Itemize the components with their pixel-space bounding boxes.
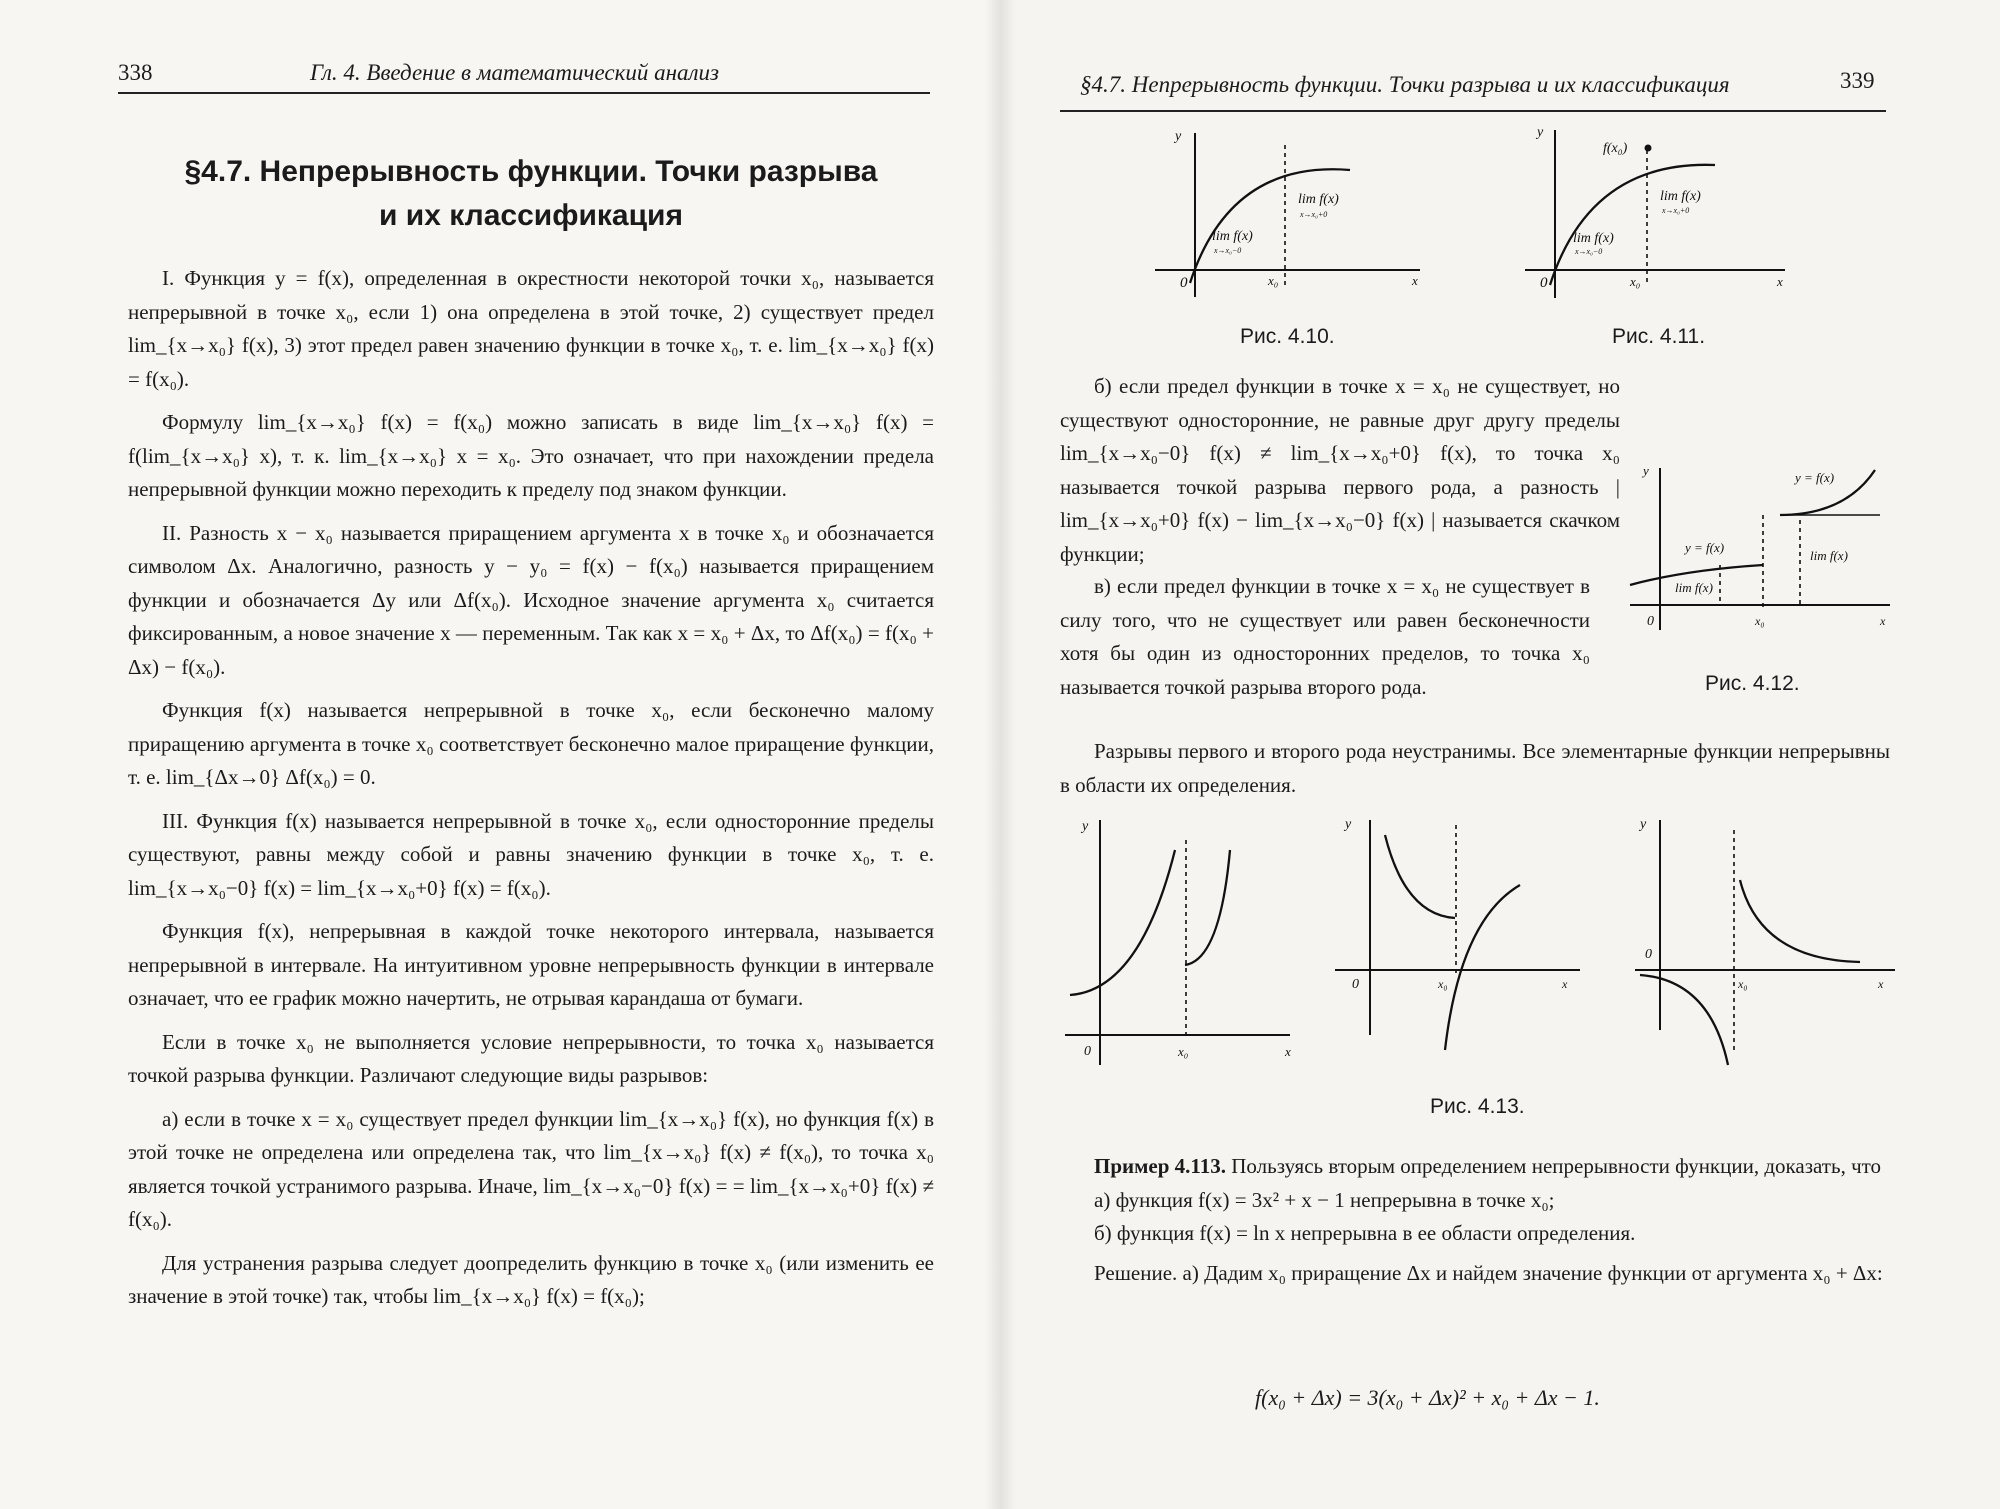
f-x0-label: f(x₀) bbox=[1603, 141, 1628, 156]
paragraph-definition-1: I. Функция y = f(x), определенная в окрестности некоторой точки x₀, называется непрерывной в точке x₀, если 1) она определена в этой точке, 2) существует предел lim_{x→x₀} f(x), 3) этот предел равен значению функции в точке x₀, т. е. lim_{x→x₀} f(x) = f(x₀). bbox=[128, 266, 934, 391]
right-branch-label: y = f(x) bbox=[1795, 470, 1835, 485]
graph-3 bbox=[1635, 817, 1895, 1065]
figure-4-13 bbox=[1060, 800, 1900, 1070]
x0-label: x₀ bbox=[1178, 1044, 1189, 1059]
x-axis-label: x bbox=[1878, 977, 1884, 991]
y-axis-label: y bbox=[1640, 817, 1647, 832]
upper-branch bbox=[1740, 880, 1860, 962]
right-page-number: 339 bbox=[1840, 68, 1875, 93]
x0-label: x₀ bbox=[1755, 614, 1765, 628]
x-axis-label: x bbox=[1777, 274, 1783, 289]
example-solution: Решение. а) Дадим x₀ приращение Δx и найдем значение функции от аргумента x₀ + Δx: bbox=[1094, 1260, 1883, 1285]
right-running-head: §4.7. Непрерывность функции. Точки разрыва и их классификация bbox=[1080, 72, 1730, 97]
paragraph-first-kind: б) если предел функции в точке x = x₀ не существует, но существуют односторонние, не равные друг другу пределы lim_{x→x₀−0} f(x) ≠ lim_{x→x₀+0} f(x), то точка x₀ называется точкой разрыва первого рода, а разность | lim_{x→x₀+0} f(x) − lim_{x→x₀−0} f(x) | называется скачком функции; bbox=[1060, 374, 1620, 566]
graph-1 bbox=[1065, 819, 1291, 1065]
y-axis-label: y bbox=[1175, 129, 1182, 144]
example-text: Пользуясь вторым определением непрерывности функции, доказать, что bbox=[1231, 1154, 1882, 1178]
origin-label: 0 bbox=[1645, 947, 1652, 962]
origin-label: 0 bbox=[1352, 977, 1359, 992]
x0-label: x₀ bbox=[1268, 273, 1279, 288]
x-axis-label: x bbox=[1285, 1044, 1291, 1059]
y-axis-label: y bbox=[1345, 817, 1352, 832]
right-limit-sub: x→x₀+0 bbox=[1662, 206, 1690, 215]
figure-4-10 bbox=[1150, 125, 1430, 305]
figure-4-12 bbox=[1625, 460, 1900, 660]
x-axis-label: x bbox=[1880, 614, 1886, 628]
example-block bbox=[1060, 1150, 1890, 1290]
right-limit-label: lim f(x) bbox=[1298, 192, 1339, 207]
left-limit-label: lim f(x) bbox=[1212, 229, 1253, 244]
function-curve bbox=[1550, 165, 1715, 285]
x0-label: x₀ bbox=[1738, 977, 1748, 991]
left-header-rule bbox=[118, 92, 930, 94]
left-limit-sub: x→x₀−0 bbox=[1214, 246, 1242, 255]
figure-4-11 bbox=[1515, 120, 1795, 305]
x-axis-label: x bbox=[1562, 977, 1568, 991]
origin-label: 0 bbox=[1540, 275, 1548, 291]
paragraph-definition-3: III. Функция f(x) называется непрерывной в точке x₀, если односторонние пределы существуют, равны между собой и равны значению функции в точке x₀, т. е. lim_{x→x₀−0} f(x) = lim_{x→x₀+0} f(x) = f(x₀). bbox=[128, 808, 934, 900]
paragraph-formula-rewrite: Формулу lim_{x→x₀} f(x) = f(x₀) можно записать в виде lim_{x→x₀} f(x) = f(lim_{x→x₀} x), т. к. lim_{x→x₀} x = x₀. Это означает, что при нахождении предела непрерывной функции можно переходить к пределу под знаком функции. bbox=[128, 410, 934, 501]
right-limit-label: lim f(x) bbox=[1660, 189, 1701, 204]
left-page-number: 338 bbox=[118, 60, 153, 85]
paragraph-definition-2: Функция f(x) называется непрерывной в точке x₀, если бесконечно малому приращению аргумента в точке x₀ соответствует бесконечно малое приращение функции, т. е. lim_{Δx→0} Δf(x₀) = 0. bbox=[128, 698, 934, 789]
graph-2 bbox=[1335, 817, 1580, 1050]
left-running-head: Гл. 4. Введение в математический анализ bbox=[310, 60, 720, 85]
caption-4-11: Рис. 4.11. bbox=[1612, 325, 1706, 348]
paragraph-interval: Функция f(x), непрерывная в каждой точке некоторого интервала, называется непрерывной в интервале. На интуитивном уровне непрерывность функции в интервале означает, что ее график можно начертить, не отрывая карандаша от бумаги. bbox=[128, 919, 934, 1010]
section-title-line-1: §4.7. Непрерывность функции. Точки разрыва bbox=[184, 155, 878, 188]
y-axis-label: y bbox=[1082, 819, 1089, 834]
isolated-point bbox=[1645, 145, 1652, 152]
paragraph-increment: II. Разность x − x₀ называется приращением аргумента x в точке x₀ и обозначается символом Δx. Аналогично, разность y − y₀ = f(x) − f(x₀) называется приращением функции и обозначается Δy или Δf(x₀). Исходное значение аргумента x₀ считается фиксированным, а новое значение x — переменным. Так как x = x₀ + Δx, то Δf(x₀) = f(x₀ + Δx) − f(x₀). bbox=[128, 520, 934, 679]
example-item-b: б) функция f(x) = ln x непрерывна в ее области определения. bbox=[1094, 1221, 1636, 1245]
right-limit-sub: x→x₀+0 bbox=[1300, 210, 1328, 219]
section-title-line-2: и их классификация bbox=[379, 199, 683, 232]
right-branch bbox=[1185, 850, 1230, 965]
paragraph-discontinuity: Если в точке x₀ не выполняется условие непрерывности, то точка x₀ называется точкой разрыва функции. Различают следующие виды разрывов: bbox=[128, 1029, 934, 1087]
right-header-rule bbox=[1060, 110, 1886, 112]
right-branch bbox=[1445, 885, 1520, 1050]
paragraph-removable: а) если в точке x = x₀ существует предел функции lim_{x→x₀} f(x), но функция f(x) в этой точке не определена или определена так, что lim_{x→x₀} f(x) ≠ f(x₀), то точка x₀ является точкой устранимого разрыва. Иначе, lim_{x→x₀−0} f(x) = = lim_{x→x₀+0} f(x) ≠ f(x₀). bbox=[128, 1106, 934, 1231]
right-column-part-2 bbox=[1060, 570, 1590, 704]
x0-label: x₀ bbox=[1630, 274, 1641, 289]
caption-4-13: Рис. 4.13. bbox=[1430, 1095, 1525, 1118]
right-column-part-3 bbox=[1060, 735, 1890, 802]
section-title bbox=[128, 150, 934, 238]
y-axis-label: y bbox=[1537, 125, 1544, 140]
right-limit-label: lim f(x) bbox=[1810, 548, 1848, 563]
left-limit-label: lim f(x) bbox=[1573, 231, 1614, 246]
x0-label: x₀ bbox=[1438, 977, 1448, 991]
caption-4-12: Рис. 4.12. bbox=[1705, 672, 1800, 695]
function-curve bbox=[1190, 169, 1350, 283]
example-item-a: а) функция f(x) = 3x² + x − 1 непрерывна в точке x₀; bbox=[1094, 1187, 1555, 1212]
book-gutter bbox=[985, 0, 1015, 1509]
origin-label: 0 bbox=[1180, 275, 1188, 291]
left-limit-sub: x→x₀−0 bbox=[1575, 247, 1603, 256]
example-statement bbox=[1060, 1150, 1890, 1184]
left-branch bbox=[1070, 850, 1175, 995]
example-heading: Пример 4.113. bbox=[1094, 1154, 1227, 1178]
left-branch-label: y = f(x) bbox=[1685, 540, 1725, 555]
x-axis-label: x bbox=[1412, 273, 1418, 288]
example-formula: f(x₀ + Δx) = 3(x₀ + Δx)² + x₀ + Δx − 1. bbox=[1255, 1385, 1600, 1410]
left-column bbox=[128, 150, 934, 1324]
paragraph-second-kind: в) если предел функции в точке x = x₀ не существует в силу того, что не существует или равен бесконечности хотя бы один из односторонних пределов, то точка x₀ называется точкой разрыва второго рода. bbox=[1060, 574, 1590, 699]
origin-label: 0 bbox=[1084, 1044, 1091, 1059]
left-branch bbox=[1385, 835, 1455, 918]
left-limit-label: lim f(x) bbox=[1675, 580, 1713, 595]
origin-label: 0 bbox=[1647, 614, 1654, 629]
paragraph-elementary-functions: Разрывы первого и второго рода неустранимы. Все элементарные функции непрерывны в области их определения. bbox=[1060, 739, 1890, 797]
y-axis-label: y bbox=[1643, 463, 1649, 478]
lower-branch bbox=[1640, 975, 1728, 1065]
caption-4-10: Рис. 4.10. bbox=[1240, 325, 1335, 348]
paragraph-remove-gap: Для устранения разрыва следует доопределить функцию в точке x₀ (или изменить ее значение в этой точке) так, чтобы lim_{x→x₀} f(x) = f(x₀); bbox=[128, 1250, 934, 1308]
